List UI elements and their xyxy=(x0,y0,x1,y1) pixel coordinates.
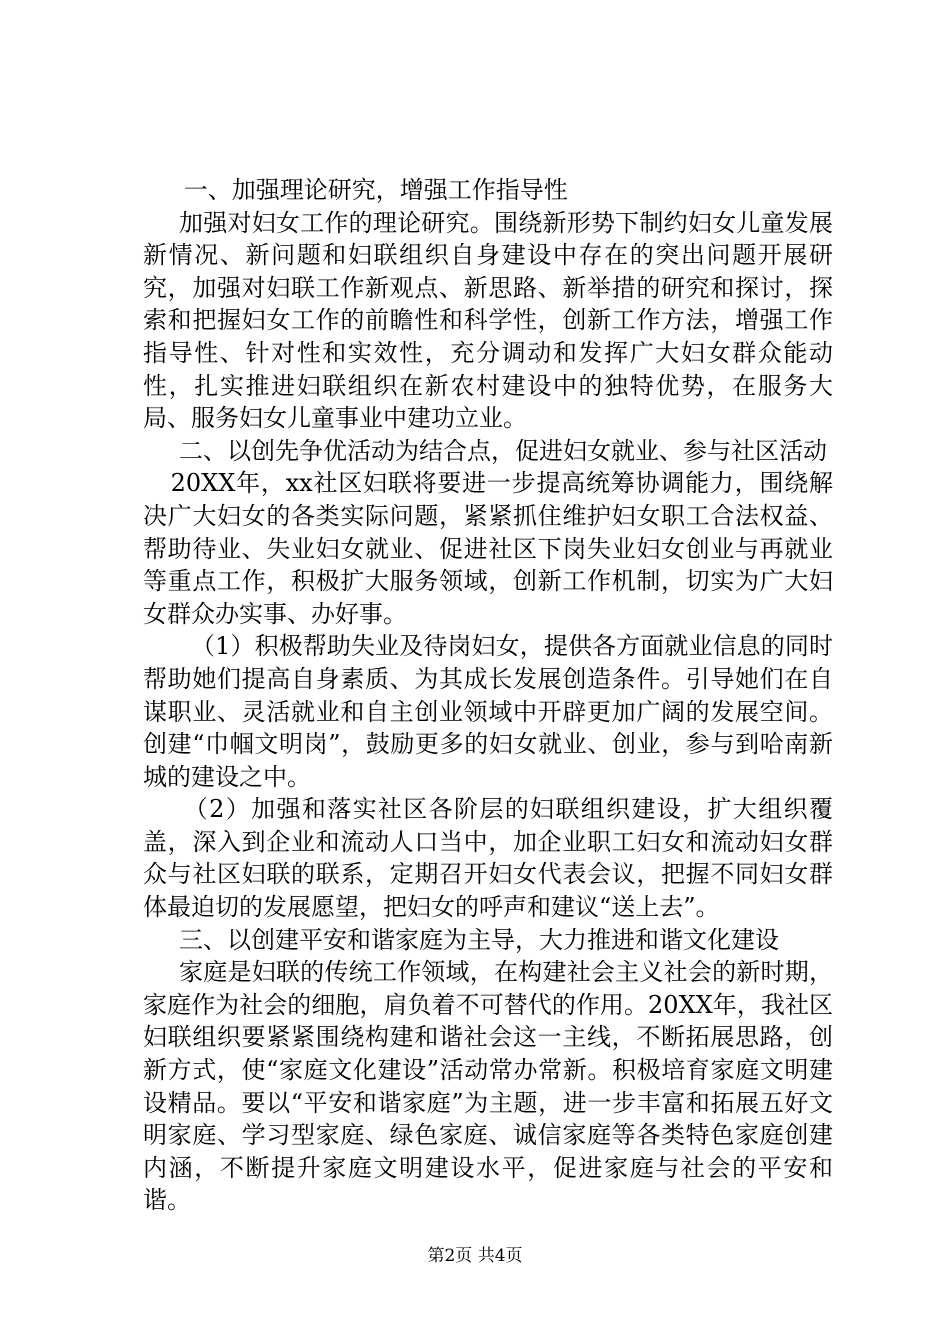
section-heading-1: 一、加强理论研究，增强工作指导性 xyxy=(183,176,568,204)
body-paragraph-3: 家庭是妇联的传统工作领域，在构建社会主义社会的新时期，家庭作为社会的细胞，肩负着不可替代的作用。20XX年，我社区妇联组织要紧紧围绕构建和谐社会这一主线，不断拓展思路，创新方式，使“家庭文化建设”活动常办常新。积极培育家庭文明建设精品。要以“平安和谐家庭”为主题，进一步丰富和拓展五好文明家庭、学习型家庭、绿色家庭、诚信家庭等各类特色家庭创建内涵，不断提升家庭文明建设水平，促进家庭与社会的平安和谐。 xyxy=(143,958,833,1215)
document-body xyxy=(143,174,833,1217)
body-paragraph-2: 20XX年，xx社区妇联将要进一步提高统筹协调能力，围绕解决广大妇女的各类实际问题，紧紧抓住维护妇女职工合法权益、帮助待业、失业妇女就业、促进社区下岗失业妇女创业与再就业等重点工作，积极扩大服务领域，创新工作机制，切实为广大妇女群众办实事、办好事。 xyxy=(143,469,833,628)
list-item-1: （1）积极帮助失业及待岗妇女，提供各方面就业信息的同时帮助她们提高自身素质、为其成长发展创造条件。引导她们在自谋职业、灵活就业和自主创业领域中开辟更加广阔的发展空间。创建“巾帼文明岗”，鼓励更多的妇女就业、创业，参与到哈南新城的建设之中。 xyxy=(143,632,833,791)
page-footer: 第2页 共4页 xyxy=(427,1246,523,1266)
body-paragraph-1: 加强对妇女工作的理论研究。围绕新形势下制约妇女儿童发展新情况、新问题和妇联组织自身建设中存在的突出问题开展研究，加强对妇联工作新观点、新思路、新举措的研究和探讨，探索和把握妇女工作的前瞻性和科学性，创新工作方法，增强工作指导性、针对性和实效性，充分调动和发挥广大妇女群众能动性，扎实推进妇联组织在新农村建设中的独特优势，在服务大局、服务妇女儿童事业中建功立业。 xyxy=(143,208,833,433)
section-heading-3: 三、以创建平安和谐家庭为主导，大力推进和谐文化建设 xyxy=(179,925,779,954)
list-item-2: （2）加强和落实社区各阶层的妇联组织建设，扩大组织覆盖，深入到企业和流动人口当中，加企业职工妇女和流动妇女群众与社区妇联的联系，定期召开妇女代表会议，把握不同妇女群体最迫切的发展愿望，把妇女的呼声和建议“送上去”。 xyxy=(143,795,833,922)
section-heading-2: 二、以创先争优活动为结合点，促进妇女就业、参与社区活动 xyxy=(179,436,827,465)
